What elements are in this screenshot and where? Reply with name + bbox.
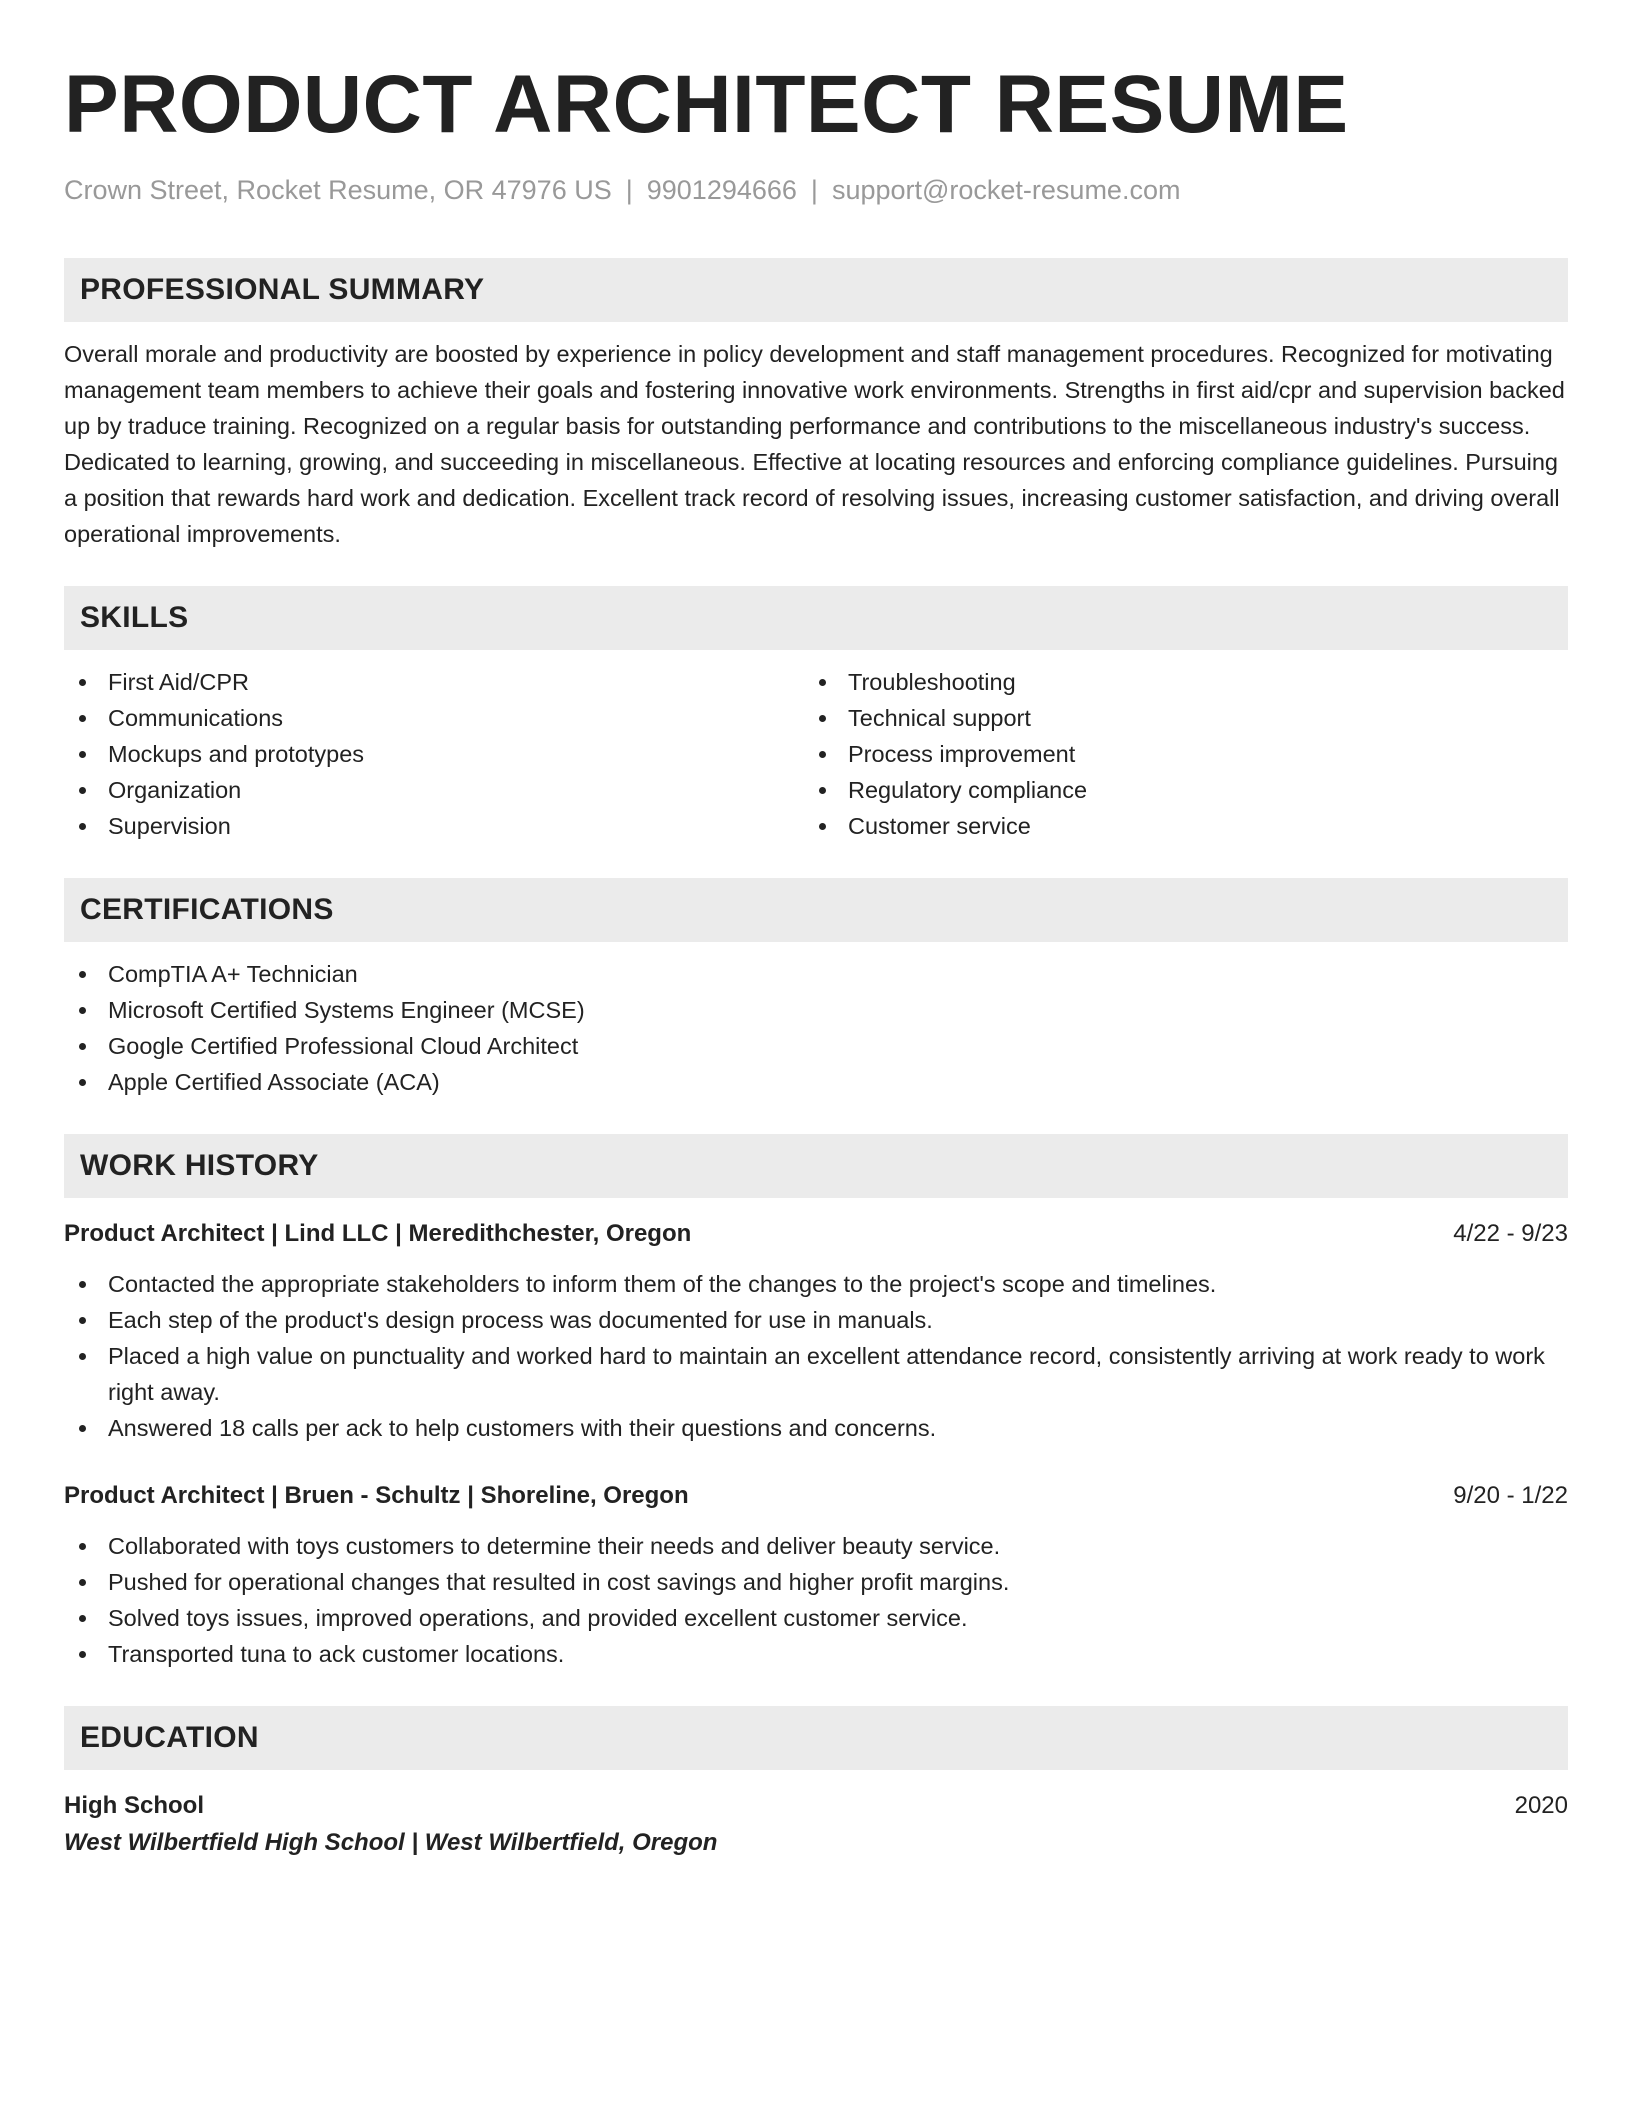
education-section-header bbox=[64, 1706, 1568, 1770]
job-dates: 4/22 - 9/23 bbox=[1453, 1220, 1568, 1248]
skills-list-right bbox=[804, 664, 1544, 844]
certification-item: CompTIA A+ Technician bbox=[64, 956, 1568, 992]
certifications-section-header bbox=[64, 878, 1568, 942]
certifications-heading: CERTIFICATIONS bbox=[80, 893, 334, 927]
contact-line bbox=[64, 174, 1568, 206]
job-bullet: Answered 18 calls per ack to help customers with their questions and concerns. bbox=[64, 1410, 1568, 1446]
job-header bbox=[64, 1216, 1568, 1252]
education-degree: High School bbox=[64, 1792, 204, 1820]
contact-separator: | bbox=[810, 175, 818, 205]
summary-heading: PROFESSIONAL SUMMARY bbox=[80, 273, 485, 307]
summary-text: Overall morale and productivity are boosted by experience in policy development and staff management procedures. Recognized for motivating management team members to achieve their goals and fostering innovative work environments. Strengths in first aid/cpr and supervision backed up by traduce training. Recognized on a regular basis for outstanding performance and contributions to the miscellaneous industry's success. Dedicated to learning, growing, and succeeding in miscellaneous. Effective at locating resources and enforcing compliance guidelines. Pursuing a position that rewards hard work and dedication. Excellent track record of resolving issues, increasing customer satisfaction, and driving overall operational improvements. bbox=[64, 341, 1565, 548]
work-heading: WORK HISTORY bbox=[80, 1149, 319, 1183]
skill-item: Regulatory compliance bbox=[804, 772, 1544, 808]
skills-list-left bbox=[64, 664, 804, 844]
certification-item: Google Certified Professional Cloud Architect bbox=[64, 1028, 1568, 1064]
skills-columns bbox=[64, 664, 1568, 844]
job-bullets bbox=[64, 1528, 1568, 1672]
job-bullet: Transported tuna to ack customer locations. bbox=[64, 1636, 1568, 1672]
skill-item: Organization bbox=[64, 772, 804, 808]
education-heading: EDUCATION bbox=[80, 1721, 259, 1755]
skill-item: Communications bbox=[64, 700, 804, 736]
education-school: West Wilbertfield High School | West Wilbertfield, Oregon bbox=[64, 1829, 718, 1857]
skills-section-header bbox=[64, 586, 1568, 650]
skill-item: First Aid/CPR bbox=[64, 664, 804, 700]
skill-item: Customer service bbox=[804, 808, 1544, 844]
skill-item: Technical support bbox=[804, 700, 1544, 736]
skill-item: Mockups and prototypes bbox=[64, 736, 804, 772]
work-section-header bbox=[64, 1134, 1568, 1198]
job-bullet: Each step of the product's design process was documented for use in manuals. bbox=[64, 1302, 1568, 1338]
certifications-list bbox=[64, 956, 1568, 1100]
skills-heading: SKILLS bbox=[80, 601, 189, 635]
contact-separator: | bbox=[625, 175, 633, 205]
contact-email[interactable]: support@rocket-resume.com bbox=[831, 175, 1181, 205]
skill-item: Process improvement bbox=[804, 736, 1544, 772]
job-dates: 9/20 - 1/22 bbox=[1453, 1482, 1568, 1510]
contact-phone: 9901294666 bbox=[646, 175, 797, 205]
job-bullet: Pushed for operational changes that resulted in cost savings and higher profit margins. bbox=[64, 1564, 1568, 1600]
job-title: Product Architect | Bruen - Schultz | Shoreline, Oregon bbox=[64, 1482, 689, 1510]
job-bullet: Placed a high value on punctuality and worked hard to maintain an excellent attendance record, consistently arriving at work ready to work right away. bbox=[64, 1338, 1568, 1410]
resume-title: PRODUCT ARCHITECT RESUME bbox=[64, 59, 1349, 150]
certification-item: Apple Certified Associate (ACA) bbox=[64, 1064, 1568, 1100]
job-bullet: Collaborated with toys customers to determine their needs and deliver beauty service. bbox=[64, 1528, 1568, 1564]
job-bullet: Contacted the appropriate stakeholders to inform them of the changes to the project's scope and timelines. bbox=[64, 1266, 1568, 1302]
job-bullet: Solved toys issues, improved operations, and provided excellent customer service. bbox=[64, 1600, 1568, 1636]
summary-section-header bbox=[64, 258, 1568, 322]
skill-item: Troubleshooting bbox=[804, 664, 1544, 700]
job-header bbox=[64, 1478, 1568, 1514]
job-bullets bbox=[64, 1266, 1568, 1446]
job-title: Product Architect | Lind LLC | Meredithchester, Oregon bbox=[64, 1220, 692, 1248]
contact-address: Crown Street, Rocket Resume, OR 47976 US bbox=[64, 175, 612, 205]
education-header bbox=[64, 1788, 1568, 1824]
certification-item: Microsoft Certified Systems Engineer (MCSE) bbox=[64, 992, 1568, 1028]
skill-item: Supervision bbox=[64, 808, 804, 844]
education-year: 2020 bbox=[1514, 1792, 1568, 1820]
